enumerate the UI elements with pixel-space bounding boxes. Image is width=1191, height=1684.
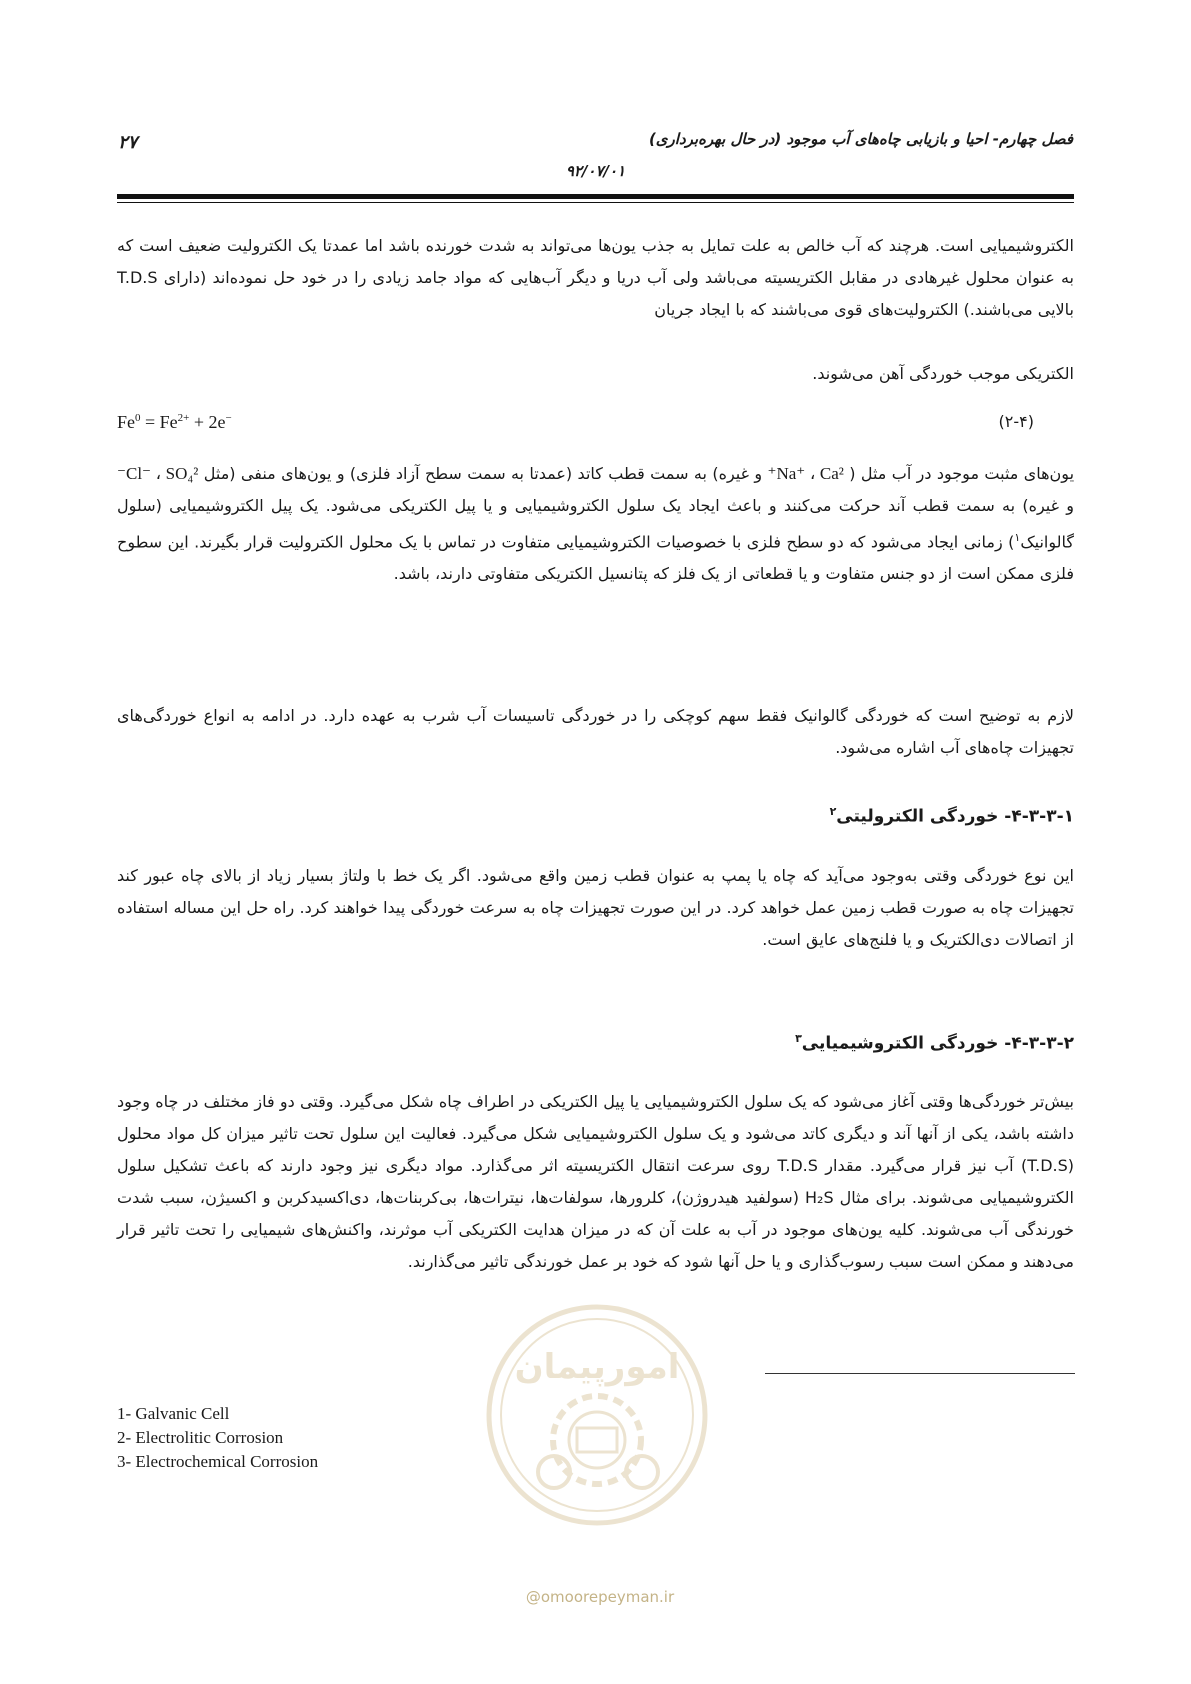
paragraph-intro-end: الکتریکی موجب خوردگی آهن می‌شوند. (812, 364, 1074, 383)
watermark-logo (482, 1300, 712, 1530)
heading-text: ۴-۳-۳-۱- خوردگی الکترولیتی (836, 806, 1074, 827)
footnote-item: 1- Galvanic Cell (117, 1404, 230, 1423)
section-heading-electrolytic (830, 805, 1074, 827)
paragraph-text: یون‌های مثبت موجود در آب مثل ( (843, 464, 1075, 483)
equation (117, 412, 1074, 440)
watermark-text: امورپیمان (514, 1347, 680, 1387)
paragraph-intro: الکتروشیمیایی است. هرچند که آب خالص به علت تمایل به جذب یون‌ها می‌تواند به شدت خورنده باشد اما عمدتا یک الکترولیت ضعیف است که به عنوان محلول غیرهادی در مقابل الکتریسیته می‌باشد ولی آب دریا و دیگر آب‌هایی که مواد جامد زیادی را در خود حل نموده‌اند (دارای T.D.S بالایی می‌باشند.) الکترولیت‌های قوی می‌باشند که با ایجاد جریان (117, 236, 1074, 319)
header-date: ۹۲/۰۷/۰۱ (565, 162, 626, 180)
paragraph-electrochemical: بیش‌تر خوردگی‌ها وقتی آغاز می‌شود که یک سلول الکتروشیمیایی یا پیل الکتریکی در اطراف چاه شکل می‌گیرد. وقتی دو فاز مختلف در چاه وجود داشته باشد، یکی از آنها آند و دیگری کاتد می‌شود و یک سلول الکتروشیمیایی شکل می‌گیرد. فعالیت این سلول تحت تاثیر میزان کل مواد محلول (T.D.S) آب نیز قرار می‌گیرد. مقدار T.D.S روی سرعت انتقال الکتریسیته اثر می‌گذارد. مواد دیگری نیز وجود دارند که باعث تشکیل سلول الکتروشیمیایی می‌شوند. برای مثال H₂S (سولفید هیدروژن)، کلرورها، سولفات‌ها، نیترات‌ها، بی‌کربنات‌ها، دی‌اکسیدکربن و اکسیژن، سبب شدت خورندگی آب می‌شوند. کلیه یون‌های موجود در آب به علت آن که در میزان هدایت الکتریکی آب موثرند، واکنش‌های شیمیایی را تحت تاثیر قرار می‌دهند و ممکن است سبب رسوب‌گذاری و یا حل آنها شود که خود بر عمل خورندگی تاثیر می‌گذارند. (117, 1092, 1075, 1271)
footnote-item: 2- Electrolitic Corrosion (117, 1428, 284, 1447)
paragraph-note: لازم به توضیح است که خوردگی گالوانیک فقط سهم کوچکی را در خوردگی تاسیسات آب شرب به عهده دارد. در ادامه به انواع خوردگی‌های تجهیزات چاه‌های آب اشاره می‌شود. (117, 706, 1074, 757)
positive-ions: Na⁺ ، Ca²⁺ (767, 464, 844, 483)
footnotes (117, 1402, 318, 1474)
footnote-item: 3- Electrochemical Corrosion (117, 1452, 319, 1471)
paragraph-galvanic (117, 458, 1074, 590)
paragraph-text: و غیره) به سمت قطب آند حرکت می‌کنند و باعث ایجاد یک سلول الکتروشیمیایی و یا پیل الکتریکی می‌شود. یک پیل الکتروشیمیایی (سلول گالوانیک (117, 496, 1074, 552)
equation-formula: $Fe^0 = Fe^{2+} + 2e^-$ (117, 412, 232, 432)
heading-text: ۴-۳-۳-۲- خوردگی الکتروشیمیایی (801, 1033, 1074, 1054)
chapter-title: فصل چهارم- احیا و بازیابی چاه‌های آب موجود (در حال بهره‌برداری) (648, 130, 1073, 148)
watermark-caption: @omoorepeyman.ir (525, 1588, 675, 1606)
footnote-ref: ۳ (795, 1032, 802, 1045)
footnote-ref: ۲ (829, 805, 837, 818)
section-heading-electrochemical (795, 1032, 1074, 1054)
footnote-ref: ۱ (1014, 531, 1021, 544)
page-number: ۲۷ (118, 132, 138, 153)
header-divider-thin (117, 202, 1074, 203)
footnote-divider (765, 1373, 1075, 1374)
equation-number: (۲-۴) (998, 412, 1034, 431)
header-divider (117, 194, 1074, 199)
paragraph-text: ) زمانی ایجاد می‌شود که دو سطح فلزی با خصوصیات الکتروشیمیایی متفاوت در تماس با یک محلول الکترولیت قرار بگیرند. این سطوح فلزی ممکن است از دو جنس متفاوت و یا قطعاتی از یک فلز که پتانسیل الکتریکی متفاوتی دارند، باشد. (117, 532, 1074, 584)
paragraph-electrolytic: این نوع خوردگی وقتی به‌وجود می‌آید که چاه یا پمپ به عنوان قطب زمین واقع می‌شود. اگر یک خط با ولتاژ بسیار زیاد از بالای چاه عبور کند تجهیزات چاه به صورت قطب زمین عمل خواهد کرد. در این صورت تجهیزات چاه به سرعت خوردگی پیدا خواهند کرد. راه حل این مساله استفاده از اتصالات دی‌الکتریک و یا فلنج‌های عایق است. (117, 866, 1074, 949)
paragraph-text: و غیره) به سمت قطب کاتد (عمدتا به سمت سطح آزاد فلزی) و یون‌های منفی (مثل (198, 464, 768, 483)
negative-ions: Cl⁻ ، SO₄²⁻ (117, 464, 199, 483)
